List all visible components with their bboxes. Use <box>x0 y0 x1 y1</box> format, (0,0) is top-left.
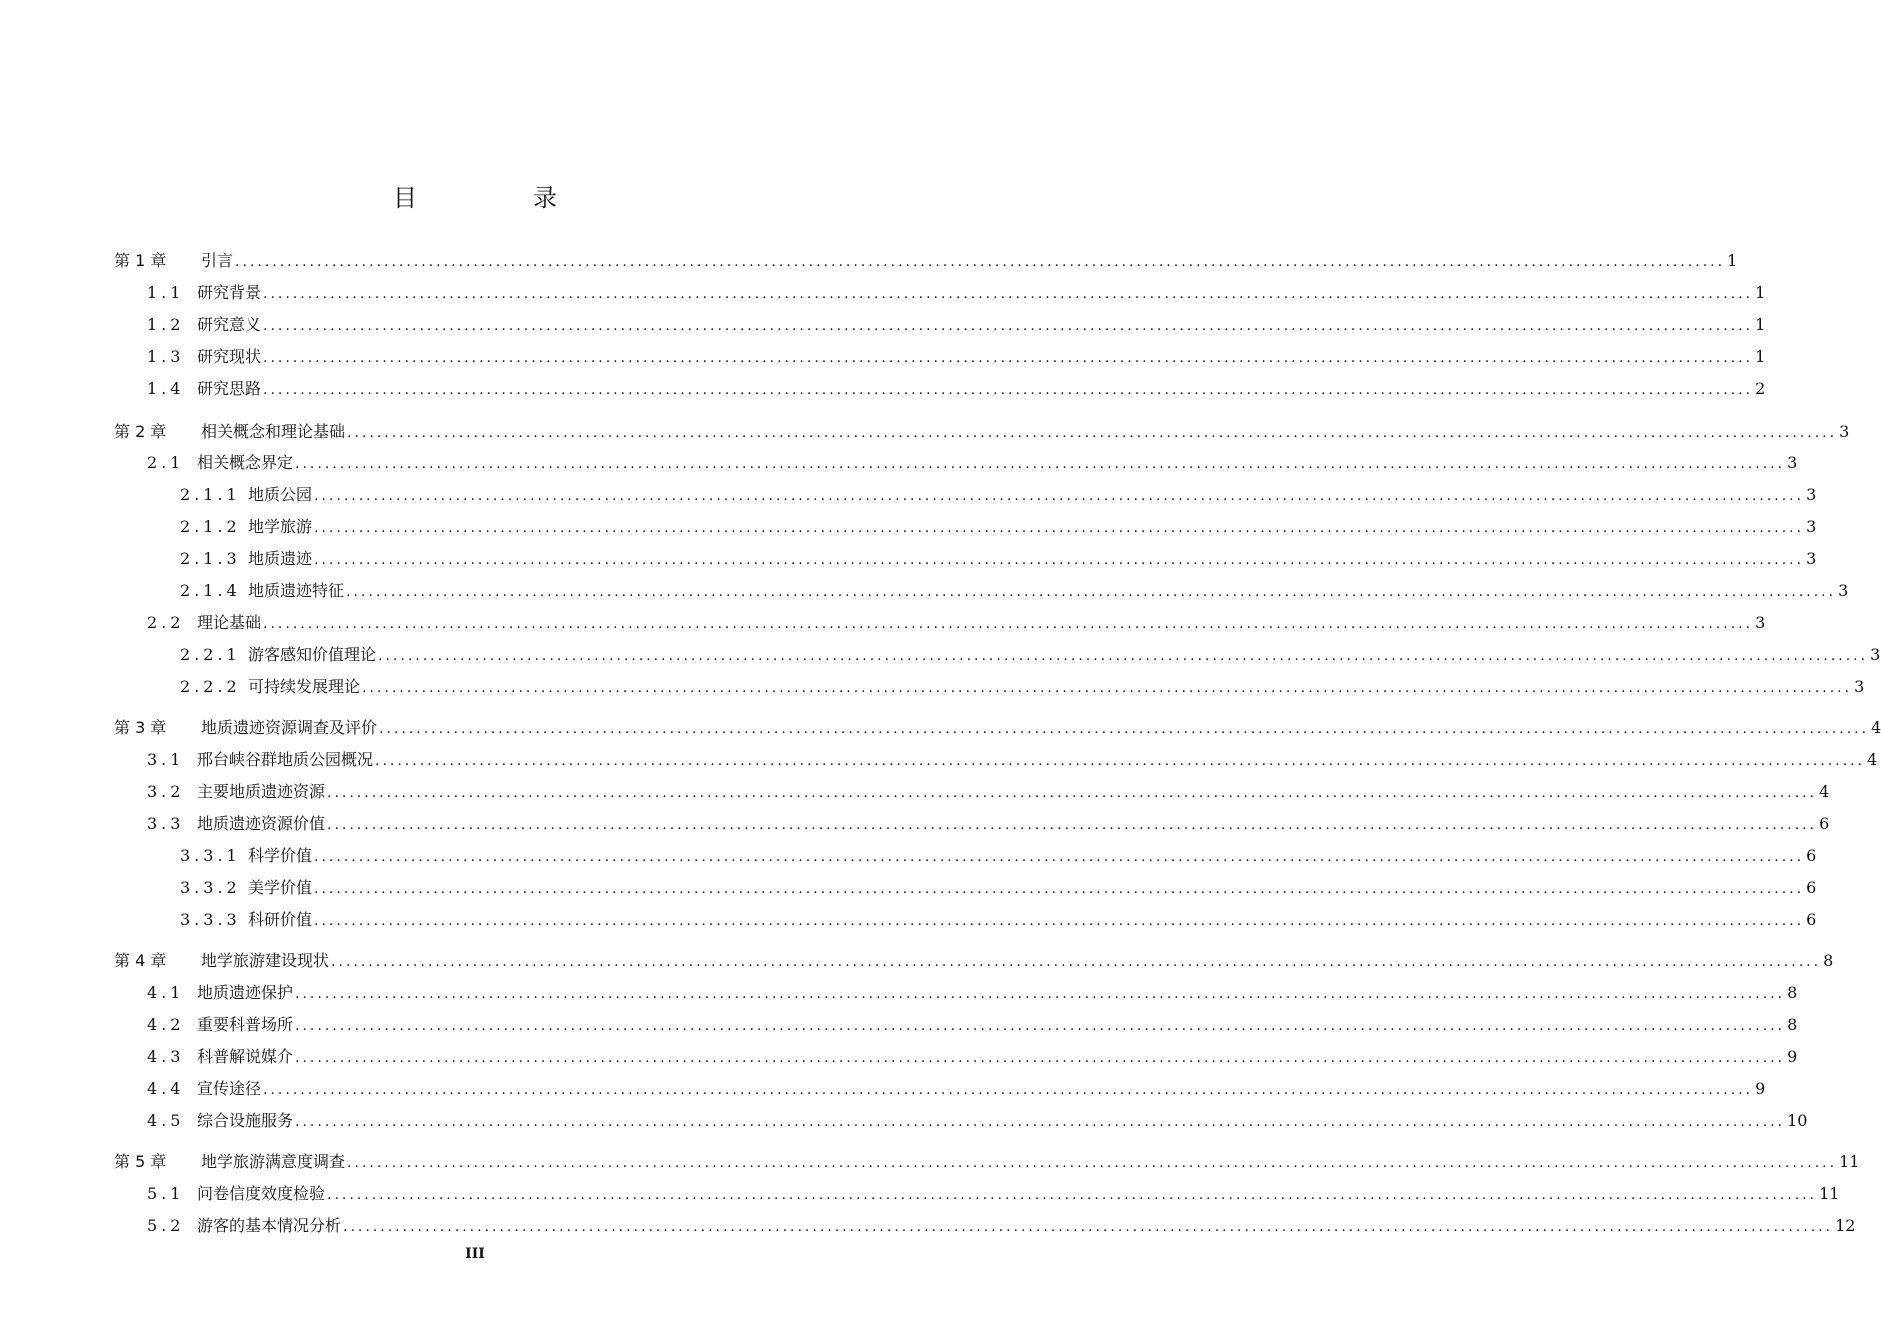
dot-leader: ........................................................................................................................................................................................................ <box>295 1050 1786 1066</box>
toc-entry-page: 1 <box>1755 347 1766 366</box>
toc-entry-number: 4.2 <box>147 1015 185 1034</box>
toc-section-entry[interactable] <box>147 812 1830 836</box>
toc-entry-label: 地学旅游建设现状 <box>201 951 330 970</box>
dot-leader: ........................................................................................................................................................................................................ <box>378 648 1869 664</box>
dot-leader: ........................................................................................................................................................................................................ <box>327 817 1818 833</box>
toc-chapter-entry[interactable] <box>114 420 1850 444</box>
toc-entry-page: 2 <box>1755 379 1766 398</box>
toc-entry-label: 主要地质遗迹资源 <box>197 782 326 801</box>
toc-entry-page: 1 <box>1727 251 1738 270</box>
toc-entry-number: 3.3.2 <box>180 878 241 897</box>
dot-leader: ........................................................................................................................................................................................................ <box>314 488 1805 504</box>
toc-entry-number: 第 4 章 <box>114 951 167 970</box>
toc-entry-label: 可持续发展理论 <box>248 677 361 696</box>
dot-leader: ........................................................................................................................................................................................................ <box>263 286 1754 302</box>
toc-section-entry[interactable] <box>147 981 1798 1005</box>
toc-entry-number: 2.1.4 <box>180 581 241 600</box>
dot-leader: ........................................................................................................................................................................................................ <box>343 1219 1834 1235</box>
dot-leader: ........................................................................................................................................................................................................ <box>314 913 1805 929</box>
toc-entry-number: 2.2.2 <box>180 677 241 696</box>
toc-entry-number: 5.2 <box>147 1216 185 1235</box>
toc-entry-label: 研究背景 <box>197 283 262 302</box>
dot-leader: ........................................................................................................................................................................................................ <box>263 318 1754 334</box>
toc-section-entry[interactable] <box>147 748 1878 772</box>
toc-entry-page: 3 <box>1755 613 1766 632</box>
toc-entry-number: 1.1 <box>147 283 185 302</box>
toc-entry-page: 10 <box>1787 1111 1808 1130</box>
toc-entry-label: 重要科普场所 <box>197 1015 294 1034</box>
toc-entry-page: 1 <box>1755 315 1766 334</box>
toc-chapter-entry[interactable] <box>114 249 1738 273</box>
toc-entry-page: 11 <box>1819 1184 1840 1203</box>
toc-section-entry[interactable] <box>180 579 1849 603</box>
toc-entry-label: 科学价值 <box>248 846 313 865</box>
page-number-footer: III <box>465 1246 485 1262</box>
toc-entry-number: 1.3 <box>147 347 185 366</box>
toc-entry-page: 11 <box>1839 1152 1860 1171</box>
dot-leader: ........................................................................................................................................................................................................ <box>331 954 1822 970</box>
toc-entry-number: 4.3 <box>147 1047 185 1066</box>
toc-entry-label: 问卷信度效度检验 <box>197 1184 326 1203</box>
toc-chapter-entry[interactable] <box>114 949 1834 973</box>
toc-entry-page: 3 <box>1806 517 1817 536</box>
toc-chapter-entry[interactable] <box>114 716 1881 740</box>
toc-entry-number: 2.1 <box>147 453 185 472</box>
toc-entry-number: 3.1 <box>147 750 185 769</box>
toc-entry-number: 1.4 <box>147 379 185 398</box>
toc-entry-number: 第 2 章 <box>114 422 167 441</box>
dot-leader: ........................................................................................................................................................................................................ <box>347 425 1838 441</box>
toc-entry-page: 4 <box>1867 750 1878 769</box>
dot-leader: ........................................................................................................................................................................................................ <box>314 552 1805 568</box>
toc-entry-label: 地学旅游满意度调查 <box>201 1152 346 1171</box>
toc-entry-label: 科研价值 <box>248 910 313 929</box>
dot-leader: ........................................................................................................................................................................................................ <box>263 1082 1754 1098</box>
dot-leader: ........................................................................................................................................................................................................ <box>314 849 1805 865</box>
toc-chapter-entry[interactable] <box>114 1150 1860 1174</box>
toc-section-entry[interactable] <box>180 675 1865 699</box>
toc-section-entry[interactable] <box>147 611 1766 635</box>
dot-leader: ........................................................................................................................................................................................................ <box>327 1187 1818 1203</box>
toc-entry-number: 4.1 <box>147 983 185 1002</box>
toc-entry-number: 3.3.1 <box>180 846 241 865</box>
toc-entry-label: 研究思路 <box>197 379 262 398</box>
toc-entry-label: 地质遗迹特征 <box>248 581 345 600</box>
toc-entry-number: 2.1.1 <box>180 485 241 504</box>
toc-entry-number: 第 3 章 <box>114 718 167 737</box>
toc-entry-label: 游客感知价值理论 <box>248 645 377 664</box>
toc-entry-page: 3 <box>1806 485 1817 504</box>
toc-entry-label: 地质遗迹资源调查及评价 <box>201 718 378 737</box>
toc-section-entry[interactable] <box>147 1214 1856 1238</box>
toc-entry-number: 4.5 <box>147 1111 185 1130</box>
toc-entry-label: 地质遗迹 <box>248 549 313 568</box>
toc-entry-page: 3 <box>1787 453 1798 472</box>
toc-section-entry[interactable] <box>180 844 1817 868</box>
toc-entry-label: 地学旅游 <box>248 517 313 536</box>
toc-entry-label: 游客的基本情况分析 <box>197 1216 342 1235</box>
dot-leader: ........................................................................................................................................................................................................ <box>314 520 1805 536</box>
dot-leader: ........................................................................................................................................................................................................ <box>346 584 1837 600</box>
toc-entry-label: 相关概念和理论基础 <box>201 422 346 441</box>
toc-entry-label: 研究意义 <box>197 315 262 334</box>
toc-entry-label: 地质公园 <box>248 485 313 504</box>
toc-entry-number: 第 1 章 <box>114 251 167 270</box>
toc-section-entry[interactable] <box>147 313 1766 337</box>
toc-entry-page: 8 <box>1787 983 1798 1002</box>
toc-entry-number: 5.1 <box>147 1184 185 1203</box>
dot-leader: ........................................................................................................................................................................................................ <box>295 986 1786 1002</box>
toc-entry-page: 8 <box>1823 951 1834 970</box>
toc-entry-page: 4 <box>1819 782 1830 801</box>
toc-entry-page: 6 <box>1819 814 1830 833</box>
toc-entry-page: 12 <box>1835 1216 1856 1235</box>
dot-leader: ........................................................................................................................................................................................................ <box>235 254 1726 270</box>
toc-section-entry[interactable] <box>180 515 1817 539</box>
dot-leader: ........................................................................................................................................................................................................ <box>295 1018 1786 1034</box>
toc-section-entry[interactable] <box>147 281 1766 305</box>
toc-entry-label: 科普解说媒介 <box>197 1047 294 1066</box>
toc-entry-page: 6 <box>1806 846 1817 865</box>
dot-leader: ........................................................................................................................................................................................................ <box>314 881 1805 897</box>
toc-entry-page: 3 <box>1854 677 1865 696</box>
toc-entry-number: 3.2 <box>147 782 185 801</box>
dot-leader: ........................................................................................................................................................................................................ <box>379 721 1870 737</box>
toc-entry-page: 1 <box>1755 283 1766 302</box>
toc-entry-page: 3 <box>1839 422 1850 441</box>
toc-section-entry[interactable] <box>147 1013 1798 1037</box>
toc-entry-label: 相关概念界定 <box>197 453 294 472</box>
toc-entry-label: 研究现状 <box>197 347 262 366</box>
toc-section-entry[interactable] <box>147 780 1830 804</box>
toc-section-entry[interactable] <box>147 377 1766 401</box>
toc-entry-label: 理论基础 <box>197 613 262 632</box>
dot-leader: ........................................................................................................................................................................................................ <box>263 382 1754 398</box>
dot-leader: ........................................................................................................................................................................................................ <box>263 350 1754 366</box>
toc-entry-label: 宣传途径 <box>197 1079 262 1098</box>
dot-leader: ........................................................................................................................................................................................................ <box>263 616 1754 632</box>
toc-entry-label: 美学价值 <box>248 878 313 897</box>
toc-entry-label: 邢台峡谷群地质公园概况 <box>197 750 374 769</box>
toc-section-entry[interactable] <box>180 483 1817 507</box>
toc-section-entry[interactable] <box>180 876 1817 900</box>
toc-section-entry[interactable] <box>180 547 1817 571</box>
toc-section-entry[interactable] <box>180 908 1817 932</box>
toc-section-entry[interactable] <box>147 1109 1808 1133</box>
toc-entry-page: 3 <box>1806 549 1817 568</box>
toc-entry-page: 8 <box>1787 1015 1798 1034</box>
toc-entry-number: 2.1.3 <box>180 549 241 568</box>
toc-entry-page: 6 <box>1806 910 1817 929</box>
toc-entry-page: 9 <box>1787 1047 1798 1066</box>
dot-leader: ........................................................................................................................................................................................................ <box>347 1155 1838 1171</box>
toc-entry-page: 9 <box>1755 1079 1766 1098</box>
toc-entry-number: 第 5 章 <box>114 1152 167 1171</box>
toc-entry-number: 3.3.3 <box>180 910 241 929</box>
toc-entry-number: 2.1.2 <box>180 517 241 536</box>
toc-entry-label: 引言 <box>201 251 234 270</box>
toc-entry-number: 1.2 <box>147 315 185 334</box>
page-title: 目 录 <box>393 184 603 212</box>
toc-section-entry[interactable] <box>147 1045 1798 1069</box>
toc-section-entry[interactable] <box>147 1182 1840 1206</box>
toc-section-entry[interactable] <box>147 1077 1766 1101</box>
toc-section-entry[interactable] <box>180 643 1881 667</box>
dot-leader: ........................................................................................................................................................................................................ <box>295 1114 1786 1130</box>
toc-section-entry[interactable] <box>147 345 1766 369</box>
toc-section-entry[interactable] <box>147 451 1798 475</box>
toc-entry-label: 地质遗迹资源价值 <box>197 814 326 833</box>
toc-entry-label: 综合设施服务 <box>197 1111 294 1130</box>
toc-entry-number: 2.2.1 <box>180 645 241 664</box>
toc-entry-number: 3.3 <box>147 814 185 833</box>
dot-leader: ........................................................................................................................................................................................................ <box>375 753 1866 769</box>
toc-entry-page: 4 <box>1871 718 1881 737</box>
dot-leader: ........................................................................................................................................................................................................ <box>362 680 1853 696</box>
toc-entry-number: 4.4 <box>147 1079 185 1098</box>
toc-entry-label: 地质遗迹保护 <box>197 983 294 1002</box>
toc-entry-page: 3 <box>1838 581 1849 600</box>
toc-entry-page: 3 <box>1870 645 1881 664</box>
toc-entry-number: 2.2 <box>147 613 185 632</box>
dot-leader: ........................................................................................................................................................................................................ <box>327 785 1818 801</box>
dot-leader: ........................................................................................................................................................................................................ <box>295 456 1786 472</box>
toc-entry-page: 6 <box>1806 878 1817 897</box>
